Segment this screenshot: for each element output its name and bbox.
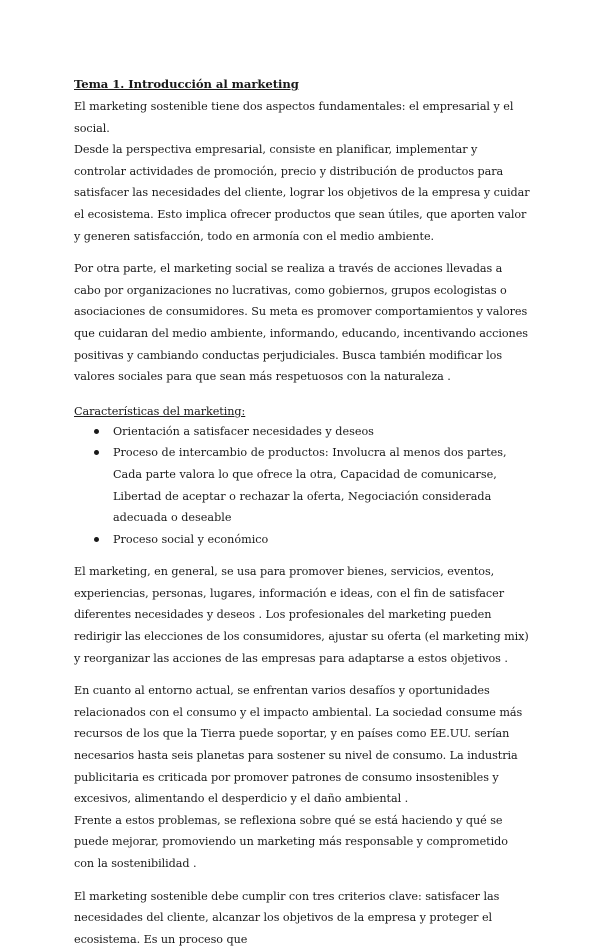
list-item: Proceso de intercambio de productos: Involucra al menos dos partes, Cada parte valora lo que ofrece la otra, Capacidad de comunicarse, Libertad de aceptar o rechazar la oferta, Negociación considerada adecuada o deseable [113, 442, 530, 528]
characteristics-list [74, 421, 530, 551]
intro-line-1: El marketing sostenible tiene dos aspectos fundamentales: el empresarial y el social. [74, 100, 514, 135]
characteristics-heading: Características del marketing: [74, 404, 246, 418]
criteria-paragraph: El marketing sostenible debe cumplir con tres criterios clave: satisfacer las necesidades del cliente, alcanzar los objetivos de la empresa y proteger el ecosistema. Es un proceso que [74, 889, 500, 946]
reflection-paragraph: Frente a estos problemas, se reflexiona sobre qué se está haciendo y qué se puede mejorar, promoviendo un marketing más responsable y comprometido con la sostenibilidad . [74, 813, 508, 870]
intro-paragraph: Desde la perspectiva empresarial, consiste en planificar, implementar y controlar actividades de promoción, precio y distribución de productos para satisfacer las necesidades del cliente, lograr los objetivos de la empresa y cuidar el ecosistema. Esto implica ofrecer productos que sean útiles, que aporten valor y generen satisfacción, todo en armonía con el medio ambiente. [74, 143, 530, 243]
general-marketing-paragraph: El marketing, en general, se usa para promover bienes, servicios, eventos, experiencias, personas, lugares, información e ideas, con el fin de satisfacer diferentes necesidades y deseos . Los profesionales del marketing pueden redirigir las elecciones de los consumidores, ajustar su oferta (el marketing mix) y reorganizar las acciones de las empresas para adaptarse a estos objetivos . [74, 565, 529, 665]
social-marketing-paragraph: Por otra parte, el marketing social se realiza a través de acciones llevadas a cabo por organizaciones no lucrativas, como gobiernos, grupos ecologistas o asociaciones de consumidores. Su meta es promover comportamientos y valores que cuidaran del medio ambiente, informando, educando, incentivando acciones positivas y cambiando conductas perjudiciales. Busca también modificar los valores sociales para que sean más respetuosos con la naturaleza . [74, 262, 528, 384]
list-item: Orientación a satisfacer necesidades y deseos [113, 421, 530, 443]
page-title: Tema 1. Introducción al marketing [74, 77, 299, 91]
list-item: Proceso social y económico [113, 529, 530, 551]
environment-paragraph: En cuanto al entorno actual, se enfrentan varios desafíos y oportunidades relacionados con el consumo y el impacto ambiental. La sociedad consume más recursos de los que la Tierra puede soportar, y en países como EE.UU. serían necesarios hasta seis planetas para sostener su nivel de consumo. La industria publicitaria es criticada por promover patrones de consumo insostenibles y excesivos, alimentando el desperdicio y el daño ambiental . [74, 684, 523, 806]
